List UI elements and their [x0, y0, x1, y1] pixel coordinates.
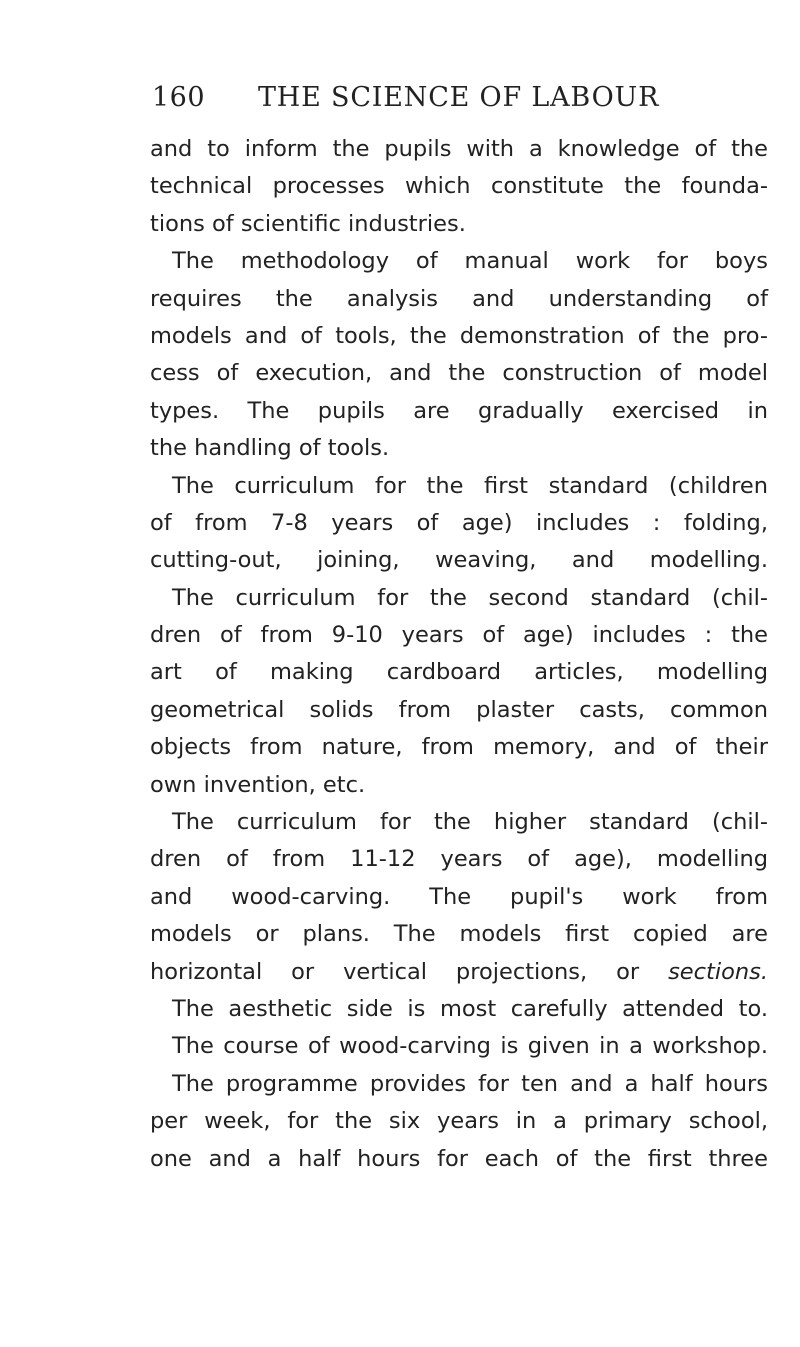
text-line: The programme provides for ten and a half hours: [172, 1070, 768, 1097]
text-line: types. The pupils are gradually exercised in: [150, 397, 768, 424]
text-line: own invention, etc.: [150, 771, 366, 798]
text-line: models or plans. The models first copied are: [150, 921, 768, 948]
text-line: The course of wood-carving is given in a workshop.: [172, 1033, 768, 1060]
text-line: The aesthetic side is most carefully attended to.: [172, 995, 768, 1022]
text-line: and wood-carving. The pupil's work from: [150, 883, 768, 910]
text-line: The methodology of manual work for boys: [172, 248, 768, 275]
text-line-with-italic: [150, 954, 768, 991]
text-line: requires the analysis and understanding of: [150, 285, 768, 312]
text-line: per week, for the six years in a primary school,: [150, 1108, 768, 1135]
text-line: one and a half hours for each of the first three: [150, 1145, 768, 1172]
text-line: dren of from 9-10 years of age) includes : the: [150, 622, 768, 649]
text-line: dren of from 11-12 years of age), modelling: [150, 846, 768, 873]
text-line: The curriculum for the second standard (chil-: [172, 584, 768, 611]
text-line: and to inform the pupils with a knowledge of the: [150, 136, 768, 162]
body-text: [150, 131, 768, 1178]
text-line: technical processes which constitute the founda-: [150, 173, 768, 200]
text-line: The curriculum for the higher standard (chil-: [172, 809, 768, 836]
text-line: of from 7-8 years of age) includes : folding,: [150, 509, 768, 536]
text-line: tions of scientific industries.: [150, 210, 466, 237]
text-line: cess of execution, and the construction of model: [150, 360, 768, 387]
text-line: the handling of tools.: [150, 435, 390, 462]
text-line: The curriculum for the first standard (children: [172, 472, 768, 499]
page-number: 160: [152, 82, 206, 113]
text-line: art of making cardboard articles, modelling: [150, 659, 768, 686]
text-line: models and of tools, the demonstration of the pro-: [150, 322, 768, 349]
text-line: geometrical solids from plaster casts, common: [150, 696, 768, 723]
text-line: cutting-out, joining, weaving, and modelling.: [150, 547, 768, 574]
text-line: objects from nature, from memory, and of their: [150, 734, 768, 761]
running-head: [152, 82, 712, 122]
italic-word: sections.: [668, 958, 768, 985]
text-segment: horizontal or vertical projections, or: [150, 958, 640, 985]
running-title: THE SCIENCE OF LABOUR: [258, 82, 660, 113]
